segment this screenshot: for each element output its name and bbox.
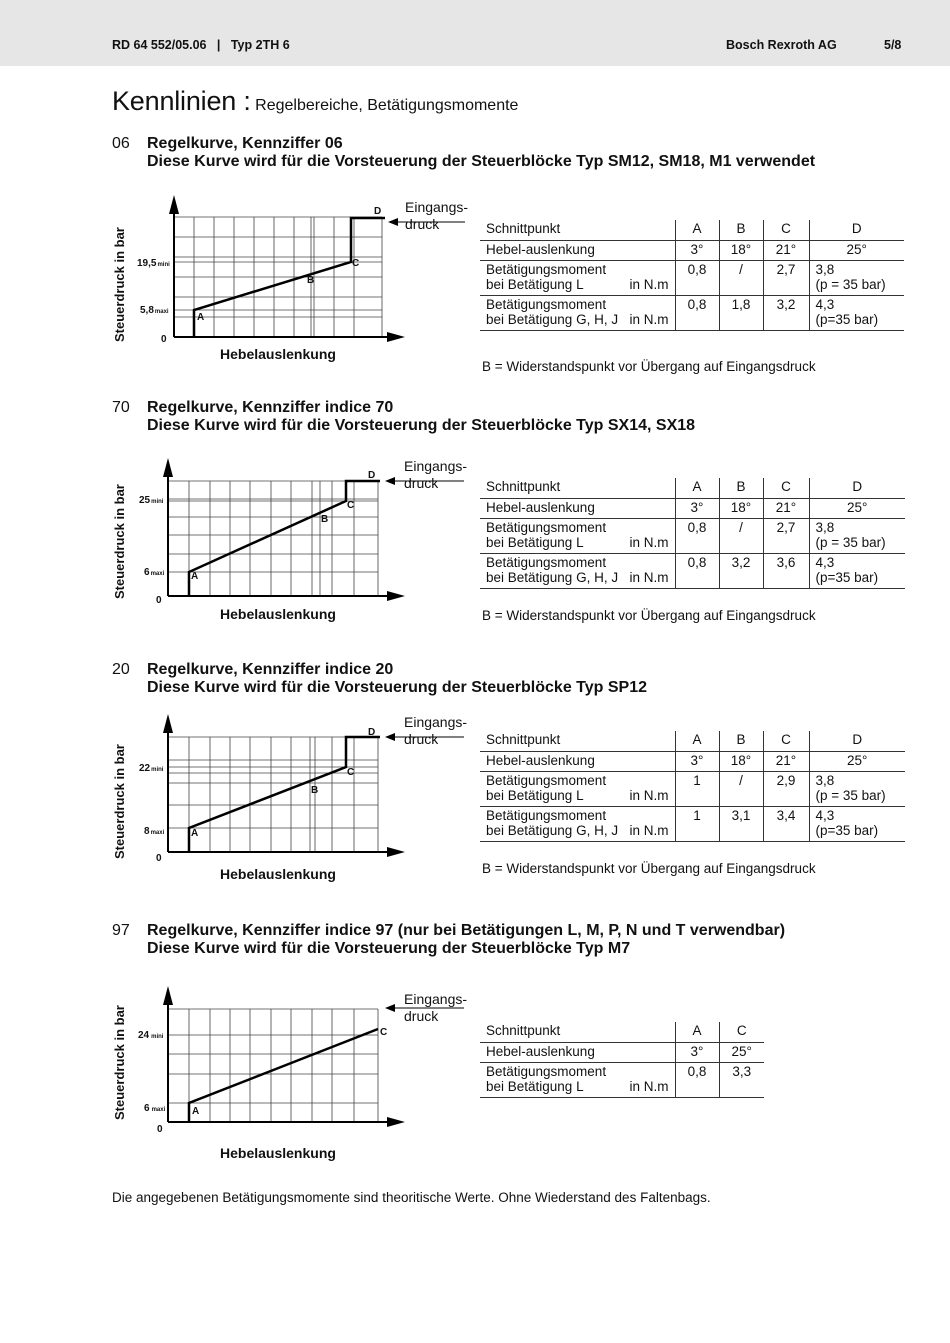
table-cell: 3,4 [763, 807, 809, 842]
table-cell: 0,8 [675, 554, 719, 589]
table-header-cell: Schnittpunkt [480, 220, 675, 240]
section-20 [0, 661, 950, 911]
table-cell: 0,8 [675, 519, 719, 554]
point-label-a: A [191, 571, 199, 582]
table-cell: 1 [675, 772, 719, 807]
table-row [480, 1042, 764, 1063]
row-label: Hebel-auslenkung [480, 240, 675, 261]
section-number: 06 [112, 135, 130, 152]
data-table [480, 1022, 764, 1098]
table-cell: 25° [809, 498, 905, 519]
control-curve-chart [100, 977, 470, 1177]
table-cell: 3,2 [763, 296, 809, 331]
y-tick-high: 22mini [139, 763, 164, 774]
section-97 [0, 922, 950, 1172]
point-label-b: B [307, 275, 315, 286]
y-axis-label: Steuerdruck in bar [112, 744, 127, 859]
table-header-cell: A [675, 220, 719, 240]
table-header-cell: A [675, 478, 719, 498]
table-cell: 18° [719, 498, 763, 519]
point-label-d: D [368, 470, 376, 481]
note-text: B = Widerstandspunkt vor Übergang auf Eingangsdruck [482, 608, 816, 623]
table-cell: 3° [675, 240, 719, 261]
table-cell: / [719, 261, 763, 296]
y-tick-zero: 0 [156, 853, 162, 864]
control-curve-line [194, 218, 385, 337]
row-label: Hebel-auslenkung [480, 751, 675, 772]
footer-note: Die angegebenen Betätigungsmomente sind theoritische Werte. Ohne Wiederstand des Faltenbags. [112, 1190, 711, 1205]
section-70 [0, 399, 950, 649]
table-cell: 0,8 [675, 261, 719, 296]
table-cell: 3,1 [719, 807, 763, 842]
table-header-cell: D [809, 731, 905, 751]
section-number: 97 [112, 922, 130, 939]
page-title-main: Kennlinien : [112, 86, 251, 116]
eingang-label-line1: Eingangs- [404, 714, 468, 730]
y-tick-zero: 0 [157, 1124, 163, 1135]
chart-grid [168, 1009, 378, 1122]
table-header-row [480, 478, 905, 498]
table-cell: 4,3 (p=35 bar) [809, 296, 904, 331]
table-cell: 3,2 [719, 554, 763, 589]
table-header-cell: A [675, 731, 719, 751]
table-row [480, 240, 904, 261]
control-curve-chart [100, 707, 470, 887]
point-label-c: C [347, 767, 355, 778]
control-curve-line [189, 1029, 378, 1122]
table-row [480, 772, 905, 807]
eingang-label-line1: Eingangs- [404, 458, 468, 474]
table-row [480, 751, 905, 772]
y-tick-high: 24 mini [138, 1030, 164, 1041]
table-cell: 3° [675, 1042, 719, 1063]
table-cell: 3,8 (p = 35 bar) [809, 772, 905, 807]
eingang-label-line1: Eingangs- [405, 199, 469, 215]
y-axis-label: Steuerdruck in bar [112, 227, 127, 342]
row-label: Betätigungsmoment in N.m bei Betätigung G, H, J [480, 554, 675, 589]
section-title: Regelkurve, Kennziffer indice 70 [147, 399, 394, 416]
x-axis-label: Hebelauslenkung [220, 866, 336, 882]
table-cell: 25° [809, 240, 904, 261]
table-row [480, 296, 904, 331]
y-axis-label: Steuerdruck in bar [112, 1005, 127, 1120]
section-number: 20 [112, 661, 130, 678]
control-curve-line [189, 481, 380, 596]
point-label-c: C [352, 258, 360, 269]
table-cell: 21° [763, 498, 809, 519]
section-subtitle: Diese Kurve wird für die Vorsteuerung der Steuerblöcke Typ M7 [147, 940, 631, 957]
chart-axes [163, 986, 405, 1127]
table-header-cell: C [763, 478, 809, 498]
eingang-label-line1: Eingangs- [404, 991, 468, 1007]
table-row [480, 1063, 764, 1098]
point-label-c: C [380, 1027, 388, 1038]
note-text: B = Widerstandspunkt vor Übergang auf Eingangsdruck [482, 861, 816, 876]
section-06 [0, 135, 950, 395]
table-cell: 3° [675, 751, 719, 772]
note-text: B = Widerstandspunkt vor Übergang auf Eingangsdruck [482, 359, 816, 374]
table-cell: 3,8 (p = 35 bar) [809, 519, 905, 554]
table-row [480, 554, 905, 589]
control-curve-chart [100, 192, 470, 372]
table-row [480, 807, 905, 842]
point-label-d: D [374, 206, 382, 217]
company-name: Bosch Rexroth AG [726, 38, 837, 52]
y-tick-low: 6maxi [144, 567, 165, 578]
y-tick-zero: 0 [156, 595, 162, 606]
point-label-a: A [192, 1106, 200, 1117]
table-header-cell: D [809, 478, 905, 498]
table-header-cell: Schnittpunkt [480, 478, 675, 498]
row-label: Betätigungsmoment in N.m bei Betätigung L [480, 519, 675, 554]
control-curve-chart [100, 451, 470, 631]
table-header-row [480, 731, 905, 751]
header-bar [0, 0, 950, 66]
y-tick-high: 25mini [139, 495, 164, 506]
table-cell: 21° [763, 751, 809, 772]
row-label: Hebel-auslenkung [480, 1042, 675, 1063]
table-cell: / [719, 772, 763, 807]
page-title-sub: Regelbereiche, Betätigungsmomente [255, 97, 519, 114]
table-header-row [480, 1022, 764, 1042]
data-table [480, 478, 905, 589]
doc-reference: RD 64 552/05.06 | Typ 2TH 6 [112, 38, 290, 52]
point-label-a: A [191, 828, 199, 839]
point-label-c: C [347, 500, 355, 511]
row-label: Betätigungsmoment in N.m bei Betätigung G, H, J [480, 296, 675, 331]
table-header-cell: Schnittpunkt [480, 1022, 675, 1042]
table-row [480, 519, 905, 554]
y-tick-zero: 0 [161, 334, 167, 345]
eingang-label-line2: druck [405, 216, 440, 232]
y-tick-high: 19,5mini [137, 258, 170, 269]
table-header-cell: B [719, 731, 763, 751]
table-cell: 2,7 [763, 261, 809, 296]
page-title [112, 86, 518, 117]
table-cell: 25° [719, 1042, 764, 1063]
table-header-cell: Schnittpunkt [480, 731, 675, 751]
point-label-a: A [197, 312, 205, 323]
page-number: 5/8 [884, 38, 902, 52]
y-tick-low: 6 maxi [144, 1103, 166, 1114]
table-cell: 3,6 [763, 554, 809, 589]
table-header-cell: B [719, 478, 763, 498]
table-cell: 1,8 [719, 296, 763, 331]
y-tick-low: 8maxi [144, 826, 165, 837]
eingang-label-line2: druck [404, 731, 439, 747]
table-cell: 3,8 (p = 35 bar) [809, 261, 904, 296]
section-number: 70 [112, 399, 130, 416]
table-cell: / [719, 519, 763, 554]
table-cell: 0,8 [675, 296, 719, 331]
table-cell: 3,3 [719, 1063, 764, 1098]
table-header-cell: C [763, 220, 809, 240]
section-title: Regelkurve, Kennziffer indice 20 [147, 661, 394, 678]
table-header-cell: A [675, 1022, 719, 1042]
control-curve-line [189, 737, 380, 852]
row-label: Betätigungsmoment in N.m bei Betätigung L [480, 772, 675, 807]
y-tick-low: 5,8maxi [140, 305, 169, 316]
x-axis-label: Hebelauslenkung [220, 1145, 336, 1161]
section-subtitle: Diese Kurve wird für die Vorsteuerung der Steuerblöcke Typ SX14, SX18 [147, 417, 696, 434]
row-label: Hebel-auslenkung [480, 498, 675, 519]
table-cell: 18° [719, 751, 763, 772]
table-cell: 4,3 (p=35 bar) [809, 554, 905, 589]
table-header-cell: B [719, 220, 763, 240]
table-cell: 0,8 [675, 1063, 719, 1098]
section-subtitle: Diese Kurve wird für die Vorsteuerung der Steuerblöcke Typ SP12 [147, 679, 647, 696]
table-cell: 3° [675, 498, 719, 519]
table-cell: 18° [719, 240, 763, 261]
table-cell: 21° [763, 240, 809, 261]
row-label: Betätigungsmoment in N.m bei Betätigung G, H, J [480, 807, 675, 842]
table-row [480, 498, 905, 519]
table-cell: 2,9 [763, 772, 809, 807]
eingang-label-line2: druck [404, 475, 439, 491]
x-axis-label: Hebelauslenkung [220, 346, 336, 362]
eingang-label-line2: druck [404, 1008, 439, 1024]
table-cell: 1 [675, 807, 719, 842]
point-label-b: B [321, 514, 329, 525]
table-header-cell: C [719, 1022, 764, 1042]
y-axis-label: Steuerdruck in bar [112, 484, 127, 599]
point-label-b: B [311, 785, 319, 796]
x-axis-label: Hebelauslenkung [220, 606, 336, 622]
point-label-d: D [368, 727, 376, 738]
table-header-row [480, 220, 904, 240]
section-title: Regelkurve, Kennziffer indice 97 (nur bei Betätigungen L, M, P, N und T verwendbar) [147, 922, 786, 939]
section-subtitle: Diese Kurve wird für die Vorsteuerung der Steuerblöcke Typ SM12, SM18, M1 verwendet [147, 153, 816, 170]
table-header-cell: C [763, 731, 809, 751]
table-row [480, 261, 904, 296]
row-label: Betätigungsmoment in N.m bei Betätigung L [480, 1063, 675, 1098]
table-header-cell: D [809, 220, 904, 240]
data-table [480, 220, 904, 331]
table-cell: 25° [809, 751, 905, 772]
table-cell: 2,7 [763, 519, 809, 554]
section-title: Regelkurve, Kennziffer 06 [147, 135, 343, 152]
data-table [480, 731, 905, 842]
row-label: Betätigungsmoment in N.m bei Betätigung L [480, 261, 675, 296]
table-cell: 4,3 (p=35 bar) [809, 807, 905, 842]
